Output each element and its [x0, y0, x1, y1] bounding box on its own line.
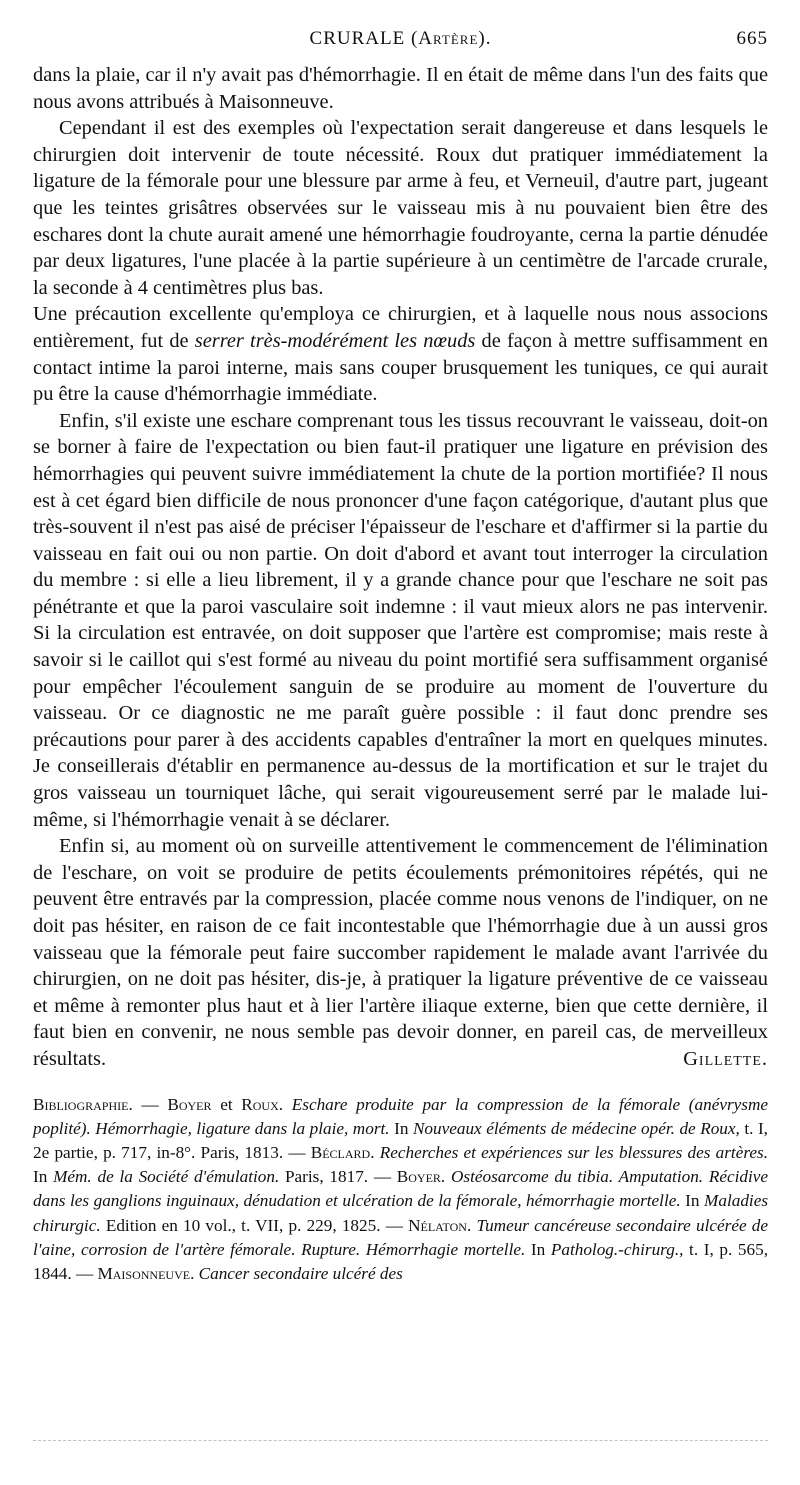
running-title — [33, 28, 768, 50]
bibliography-sep: t. I, 2e partie, p. 717, in-8°. Paris, 1813. — — [33, 1118, 768, 1162]
bibliography-title: Patholog.-chirurg., — [550, 1239, 684, 1259]
bibliography-author: Boyer — [167, 1094, 212, 1114]
bibliography-sep: In — [389, 1118, 413, 1138]
bibliography: Bibliographie. — Boyer et Roux. Eschare produite par la compression de la fémorale (anévrysme poplité). Hémorrhagie, ligature dans la plaie, mort. In Nouveaux éléments de médecine opér. de Roux, t. I, 2e partie, p. 717, in-8°. Paris, 1813. — Béclard. Recherches et expériences sur les blessures des artères. In Mém. de la Société d'émulation. Paris, 1817. — Boyer. Ostéosarcome du tibia. Amputation. Récidive dans les ganglions inguinaux, dénudation et ulcération de la fémorale, hémorrhagie mortelle. In Maladies chirurgic. Edition en 10 vol., t. VII, p. 229, 1825. — Nélaton. Tumeur cancéreuse secondaire ulcérée de l'aine, corrosion de l'artère fémorale. Rupture. Hémorrhagie mortelle. In Patholog.-chirurg., t. I, p. 565, 1844. — Maisonneuve. Cancer secondaire ulcéré des — [33, 1094, 769, 1283]
paragraph-3: Enfin, s'il existe une eschare comprenant tous les tissus recouvrant le vaisseau, doit-on se borner à faire de l'expectation ou bien faut-il pratiquer une ligature en prévision des hémorrhagies qui peuvent suivre immédiatement la chute de la portion mortifiée? Il nous est à cet égard bien difficile de nous prononcer d'une façon catégorique, d'autant plus que très-souvent il n'est pas aisé de préciser l'épaisseur de l'eschare et d'affirmer si la partie du vaisseau en fait oui ou non partie. On doit d'abord et avant tout interroger la circulation du membre : si elle a lieu librement, il y a grande chance pour que l'eschare ne soit pas pénétrante et que la paroi vasculaire soit indemne : il vaut mieux alors ne pas intervenir. Si la circulation est entravée, on doit supposer que l'artère est compromise; mais reste à savoir si le caillot qui s'est formé au niveau du point mortifié sera suffisamment organisé pour empêcher l'écoulement sanguin de se produire au moment de l'ouverture du vaisseau. Or ce diagnostic ne me paraît guère possible : il faut donc prendre ses précautions pour parer à des accidents capables d'entraîner la mort en quelques minutes. Je conseillerais d'établir en permanence au-dessus de la mortification et sur le trajet du gros vaisseau un tourniquet lâche, qui serait vigoureusement serré par le malade lui-même, si l'hémorrhagie venait à se déclarer. — [33, 409, 768, 831]
bibliography-sep: Paris, 1817. — — [279, 1167, 397, 1187]
bibliography-title: Eschare produite par la compression de la fémorale (anévrysme poplité). Hémorrhagie, ligature dans la plaie, mort. — [33, 1094, 769, 1138]
bibliography-sep: In — [680, 1191, 705, 1211]
paragraph-4-text: Enfin si, au moment où on surveille attentivement le commencement de l'élimination de l'eschare, on voit se produire de petits écoulements prémonitoires répétés, qui ne peuvent être entravés par la compression, placée comme nous venons de l'indiquer, on ne doit pas hésiter, en raison de ce fait incontestable que l'hémorrhagie due à un aussi gros vaisseau que la fémorale peut faire succomber rapidement le malade avant l'arrivée du chirurgien, on ne doit pas hésiter, dis-je, à pratiquer la ligature préventive de ce vaisseau et même à remonter plus haut et à lier l'artère iliaque externe, bien que cette dernière, il faut bien en convenir, ne nous semble pas devoir donner, en pareil cas, de merveilleux résultats. — [33, 835, 768, 1070]
bibliography-sep: et — [211, 1094, 242, 1114]
running-title-sub: (Artère). — [410, 28, 492, 49]
bibliography-author: Boyer — [396, 1167, 441, 1187]
closing-paragraph-block — [33, 833, 768, 1072]
bibliography-sep: t. I, p. 565, 1844. — — [33, 1239, 768, 1283]
bibliography-sep: Edition en 10 vol., t. VII, p. 229, 1825. — — [100, 1215, 409, 1235]
page-bottom-rule — [33, 1440, 768, 1441]
bibliography-sep: In — [525, 1239, 551, 1259]
paragraph-2: Cependant il est des exemples où l'expectation serait dangereuse et dans lesquels le chirurgien doit intervenir de toute nécessité. Roux dut pratiquer immédiatement la ligature de la fémorale pour une blessure par arme à feu, et Verneuil, d'autre part, jugeant que les teintes grisâtres observées sur le vaisseau mis à nu pouvaient bien être des eschares dont la chute aurait amené une hémorrhagie foudroyante, cerna la partie dénudée par deux ligatures, l'une placée à la partie supérieure à un centimètre de l'arcade crurale, la seconde à 4 centimètres plus bas. — [33, 117, 768, 299]
book-page — [33, 28, 768, 1286]
bibliography-sep: In — [33, 1167, 54, 1187]
paragraph-precaution — [33, 301, 768, 407]
bibliography-title: Ostéosarcome du tibia. Amputation. Récidive dans les ganglions inguinaux, dénudation et ulcération de la fémorale, hémorrhagie mortelle. — [33, 1167, 769, 1211]
bibliography-label: Bibliographie. — [33, 1094, 133, 1114]
bibliography-author: Béclard — [310, 1142, 371, 1162]
bibliography-title: Recherches et expériences sur les blessures des artères. — [379, 1142, 768, 1162]
paragraph-4 — [33, 833, 768, 1072]
bibliography-author: Roux — [241, 1094, 279, 1114]
article-body — [33, 62, 768, 1073]
bibliography-title: Maladies chirurgic. — [33, 1191, 769, 1235]
paragraph-1: dans la plaie, car il n'y avait pas d'hémorrhagie. Il en était de même dans l'un des faits que nous avons attribués à Maisonneuve. — [33, 64, 768, 113]
running-head — [33, 28, 768, 62]
bibliography-author: Maisonneuve — [97, 1263, 191, 1283]
bibliography-title: Tumeur cancéreuse secondaire ulcérée de l'aine, corrosion de l'artère fémorale. Rupture. Hémorrhagie mortelle. — [33, 1215, 768, 1259]
author-signature: Gillette. — [683, 1047, 768, 1070]
bibliography-sep: — — [132, 1094, 168, 1114]
bibliography-title: Mém. de la Société d'émulation. — [53, 1167, 280, 1187]
running-title-main: CRURALE — [309, 28, 406, 49]
precaution-text-before: Une précaution excellente qu'employa ce chirurgien, et à laquelle nous nous associons entièrement, fut de — [33, 303, 768, 352]
bibliography-author: Nélaton — [408, 1215, 467, 1235]
bibliography-title: Cancer secondaire ulcéré des — [198, 1263, 403, 1283]
precaution-emphasis: serrer très-modérément les nœuds — [194, 329, 476, 352]
precaution-text-after: de façon à mettre suffisamment en contact intime la paroi interne, mais sans couper brusquement les tuniques, ce qui aurait pu être la cause d'hémorrhagie immédiate. — [33, 329, 768, 406]
bibliography-title: Nouveaux éléments de médecine opér. de Roux, — [412, 1118, 740, 1138]
page-number: 665 — [736, 28, 768, 49]
